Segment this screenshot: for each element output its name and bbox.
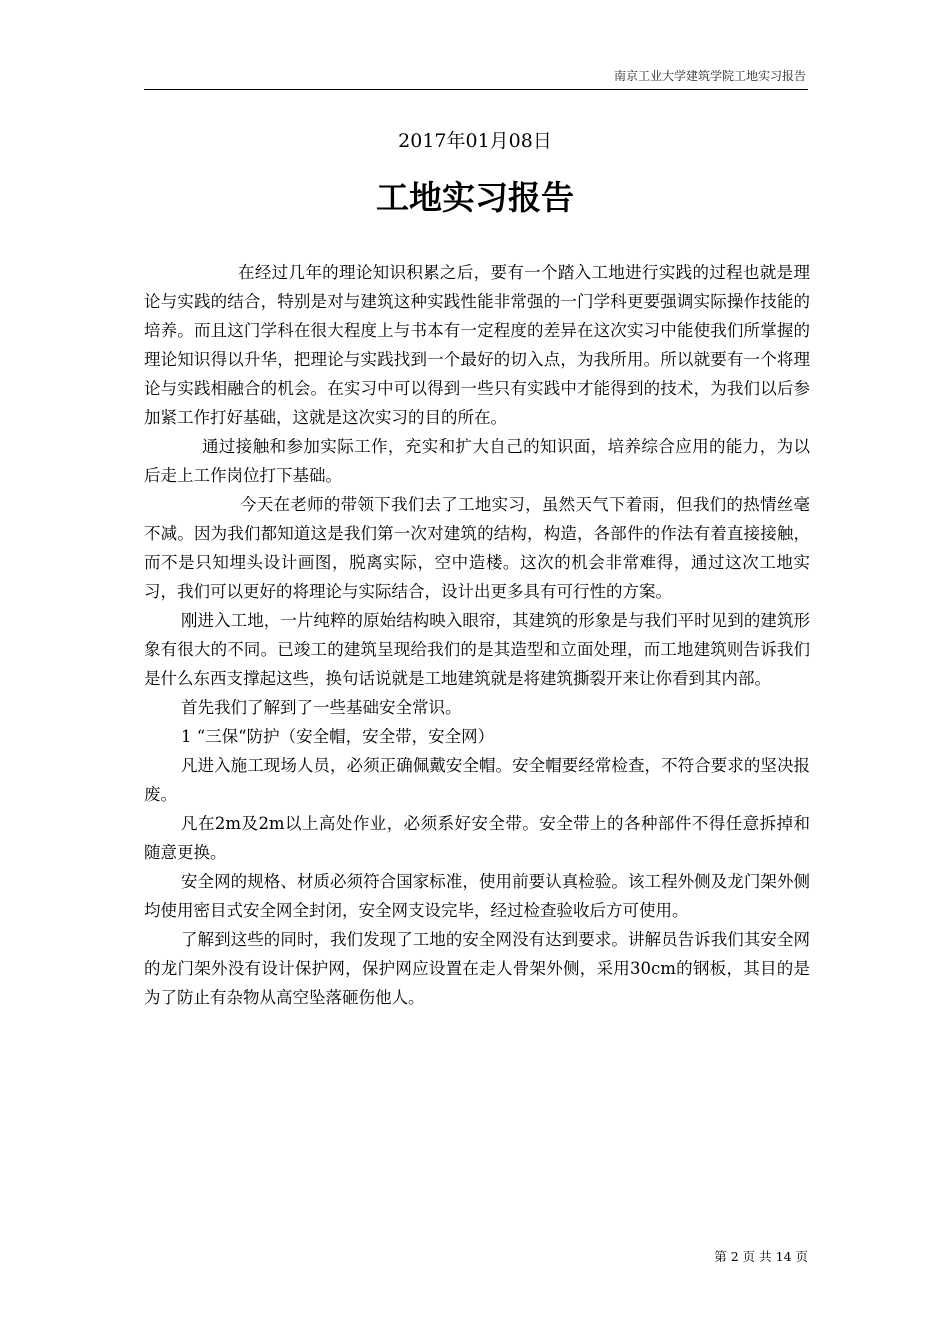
paragraph: 安全网的规格、材质必须符合国家标准，使用前要认真检验。该工程外侧及龙门架外侧均使用密目式安全网全封闭，安全网支设完毕，经过检查验收后方可使用。 — [144, 872, 810, 920]
paragraph: 了解到这些的同时，我们发现了工地的安全网没有达到要求。讲解员告诉我们其安全网的龙门架外没有设计保护网，保护网应设置在走人骨架外侧，采用30cm的钢板，其目的是为了防止有杂物从高空坠落砸伤他人。 — [144, 930, 810, 1007]
paragraph: 首先我们了解到了一些基础安全常识。 — [181, 698, 462, 717]
paragraph: 1 “三保“防护（安全帽，安全带，安全网） — [181, 727, 495, 746]
page-footer: 第 2 页 共 14 页 — [714, 1249, 808, 1264]
paragraph: 通过接触和参加实际工作，充实和扩大自己的知识面，培养综合应用的能力，为以后走上工作岗位打下基础。 — [144, 437, 810, 485]
paragraph: 今天在老师的带领下我们去了工地实习，虽然天气下着雨，但我们的热情丝毫不减。因为我们都知道这是我们第一次对建筑的结构，构造，各部件的作法有着直接接触，而不是只知埋头设计画图，脱离实际，空中造楼。这次的机会非常难得，通过这次工地实习，我们可以更好的将理论与实际结合，设计出更多具有可行性的方案。 — [144, 495, 810, 601]
page-title: 工地实习报告 — [376, 178, 574, 217]
header-text: 南京工业大学建筑学院工地实习报告 — [613, 69, 806, 83]
report-body — [144, 258, 810, 1012]
paragraph: 在经过几年的理论知识积累之后，要有一个踏入工地进行实践的过程也就是理论与实践的结合，特别是对与建筑这种实践性能非常强的一门学科更要强调实际操作技能的培养。而且这门学科在很大程度上与书本有一定程度的差异在这次实习中能使我们所掌握的理论知识得以升华，把理论与实践找到一个最好的切入点，为我所用。所以就要有一个将理论与实践相融合的机会。在实习中可以得到一些只有实践中才能得到的技术，为我们以后参加紧工作打好基础，这就是这次实习的目的所在。 — [144, 263, 810, 427]
page-header — [144, 67, 808, 90]
report-date: 2017年01月08日 — [398, 130, 552, 152]
paragraph: 凡进入施工现场人员，必须正确佩戴安全帽。安全帽要经常检查，不符合要求的坚决报废。 — [144, 756, 810, 804]
paragraph: 凡在2m及2m以上高处作业，必须系好安全带。安全带上的各种部件不得任意拆掉和随意更换。 — [144, 814, 810, 862]
paragraph: 刚进入工地，一片纯粹的原始结构映入眼帘，其建筑的形象是与我们平时见到的建筑形象有很大的不同。已竣工的建筑呈现给我们的是其造型和立面处理，而工地建筑则告诉我们是什么东西支撑起这些，换句话说就是工地建筑就是将建筑撕裂开来让你看到其内部。 — [144, 611, 810, 688]
